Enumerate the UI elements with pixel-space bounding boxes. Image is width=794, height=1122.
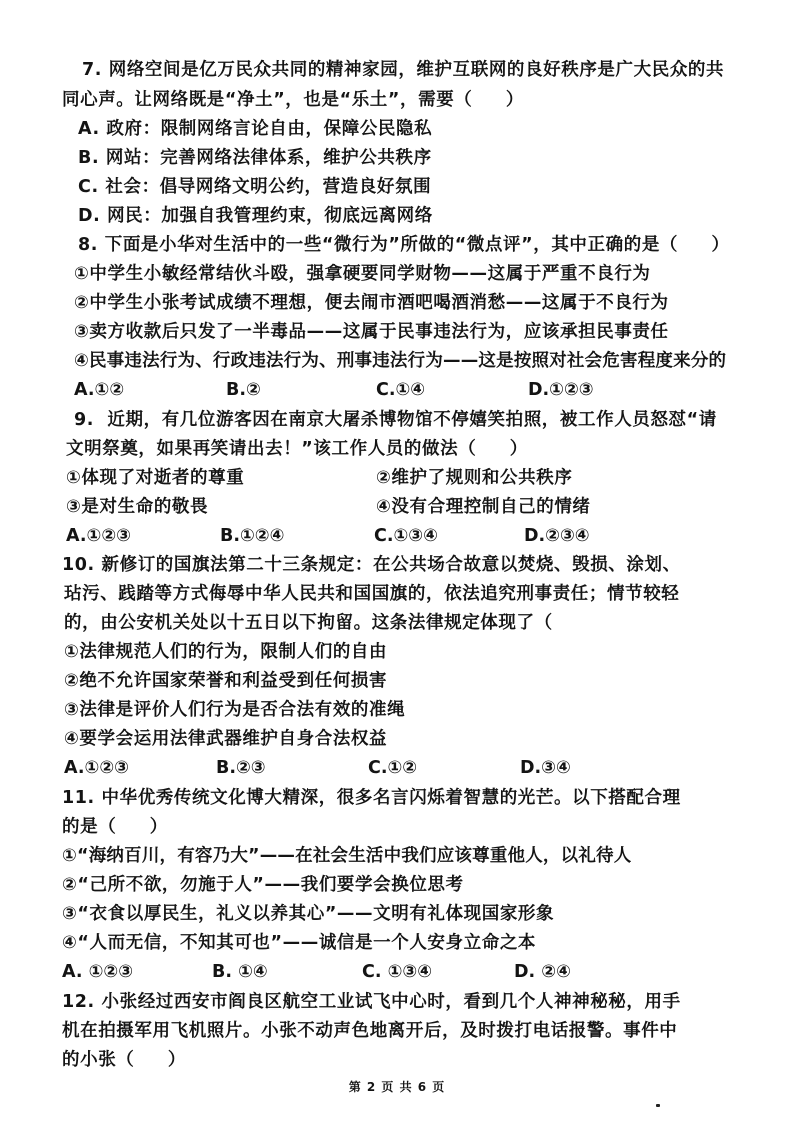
q10-choice-b: B.②③ — [216, 758, 266, 778]
q9-choice-b: B.①②④ — [220, 526, 285, 546]
q7-option-b: B. 网站：完善网络法律体系，维护公共秩序 — [78, 148, 432, 168]
q10-choice-d: D.③④ — [520, 758, 571, 778]
q11-item-3: ③“衣食以厚民生，礼义以养其心”——文明有礼体现国家形象 — [62, 904, 555, 924]
q8-item-1: ①中学生小敏经常结伙斗殴，强拿硬要同学财物——这属于严重不良行为 — [74, 264, 651, 284]
q9-item-4: ④没有合理控制自己的情绪 — [376, 497, 591, 517]
q10-choice-c: C.①② — [368, 758, 418, 778]
q7-stem-line-1: 7. 网络空间是亿万民众共同的精神家园，维护互联网的良好秩序是广大民众的共 — [82, 60, 725, 80]
q10-choice-a: A.①②③ — [64, 758, 129, 778]
q8-choice-a: A.①② — [74, 380, 125, 400]
q9-stem-line-1: 9. 近期，有几位游客因在南京大屠杀博物馆不停嬉笑拍照，被工作人员怒怼“请 — [74, 410, 717, 430]
q11-choice-b: B. ①④ — [212, 962, 268, 982]
q10-stem-line-2: 玷污、践踏等方式侮辱中华人民共和国国旗的，依法追究刑事责任；情节较轻 — [64, 584, 680, 604]
q9-choice-c: C.①③④ — [374, 526, 438, 546]
q11-item-1: ①“海纳百川，有容乃大”——在社会生活中我们应该尊重他人，以礼待人 — [62, 846, 632, 866]
q10-item-1: ①法律规范人们的行为，限制人们的自由 — [64, 642, 388, 662]
q7-option-c: C. 社会：倡导网络文明公约，营造良好氛围 — [78, 177, 432, 197]
q12-stem-line-2: 机在拍摄军用飞机照片。小张不动声色地离开后，及时拨打电话报警。事件中 — [62, 1021, 678, 1041]
q11-stem-line-2: 的是（ ） — [62, 817, 168, 837]
q9-item-2: ②维护了规则和公共秩序 — [376, 468, 573, 488]
q10-stem-line-3: 的，由公安机关处以十五日以下拘留。这条法律规定体现了（ — [64, 613, 553, 633]
q8-choice-c: C.①④ — [376, 380, 426, 400]
q8-item-2: ②中学生小张考试成绩不理想，便去闹市酒吧喝酒消愁——这属于不良行为 — [74, 293, 669, 313]
q8-stem: 8. 下面是小华对生活中的一些“微行为”所做的“微点评”，其中正确的是（ ） — [78, 235, 730, 255]
q11-choice-c: C. ①③④ — [362, 962, 433, 982]
page-footer: 第 2 页 共 6 页 — [348, 1080, 446, 1094]
q9-choice-a: A.①②③ — [66, 526, 131, 546]
q11-item-4: ④“人而无信，不知其可也”——诚信是一个人安身立命之本 — [62, 933, 537, 953]
q9-item-3: ③是对生命的敬畏 — [66, 497, 209, 517]
q7-option-d: D. 网民：加强自我管理约束，彻底远离网络 — [78, 206, 433, 226]
q10-stem-line-1: 10. 新修订的国旗法第二十三条规定：在公共场合故意以焚烧、毁损、涂划、 — [62, 555, 681, 575]
q8-item-3: ③卖方收款后只发了一半毒品——这属于民事违法行为，应该承担民事责任 — [74, 322, 669, 342]
q10-item-4: ④要学会运用法律武器维护自身合法权益 — [64, 729, 388, 749]
q11-stem-line-1: 11. 中华优秀传统文化博大精深，很多名言闪烁着智慧的光芒。以下搭配合理 — [62, 788, 681, 808]
q9-choice-d: D.②③④ — [524, 526, 590, 546]
scan-speck — [656, 1104, 660, 1107]
q12-stem-line-3: 的小张（ ） — [62, 1050, 186, 1070]
q9-stem-line-2: 文明祭奠，如果再笑请出去！”该工作人员的做法（ ） — [66, 439, 528, 459]
q10-item-2: ②绝不允许国家荣誉和利益受到任何损害 — [64, 671, 388, 691]
q11-item-2: ②“己所不欲，勿施于人”——我们要学会换位思考 — [62, 875, 464, 895]
q7-option-a: A. 政府：限制网络言论自由，保障公民隐私 — [78, 119, 433, 139]
q11-choice-d: D. ②④ — [514, 962, 571, 982]
q11-choice-a: A. ①②③ — [62, 962, 134, 982]
q7-stem-line-2: 同心声。让网络既是“净土”，也是“乐土”，需要（ ） — [62, 90, 524, 110]
q8-item-4: ④民事违法行为、行政违法行为、刑事违法行为——这是按照对社会危害程度来分的 — [74, 351, 727, 371]
q9-item-1: ①体现了对逝者的尊重 — [66, 468, 245, 488]
q8-choice-b: B.② — [226, 380, 261, 400]
q8-choice-d: D.①②③ — [528, 380, 594, 400]
q12-stem-line-1: 12. 小张经过西安市阎良区航空工业试飞中心时，看到几个人神神秘秘，用手 — [62, 992, 681, 1012]
q10-item-3: ③法律是评价人们行为是否合法有效的准绳 — [64, 700, 406, 720]
